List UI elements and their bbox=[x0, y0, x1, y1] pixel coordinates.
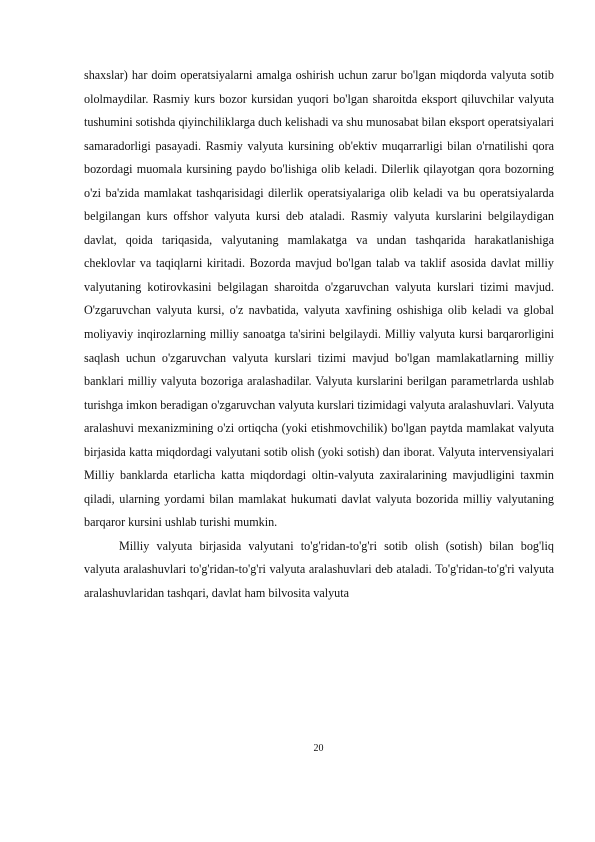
paragraph-1: shaxslar) har doim operatsiyalarni amalga oshirish uchun zarur bo'lgan miqdorda valyuta sotib ololmaydilar. Rasmiy kurs bozor kursidan yuqori bo'lgan sharoitda eksport qiluvchilar valyuta tushumini sotishda qiyinchiliklarga duch kelishadi va shu munosabat bilan eksport operatsiyalari samaradorligi pasayadi. Rasmiy valyuta kursining ob'ektiv muqarrarligi bilan o'rnatilishi qora bozordagi muomala kursining paydo bo'lishiga olib keladi. Dilerlik qilayotgan qora bozorning o'zi ba'zida mamlakat tashqarisidagi dilerlik operatsiyalariga olib keladi va bu operatsiyalarda belgilangan kurs offshor valyuta kursi deb ataladi. Rasmiy valyuta kurslarini belgilaydigan davlat, qoida tariqasida, valyutaning mamlakatga va undan tashqarida harakatlanishiga cheklovlar va taqiqlarni kiritadi. Bozorda mavjud bo'lgan talab va taklif asosida davlat milliy valyutaning kotirovkasini belgilagan sharoitda o'zgaruvchan valyuta kurslari tizimi mavjud. O'zgaruvchan valyuta kursi, o'z navbatida, valyuta xavfining oshishiga olib keladi va global moliyaviy inqirozlarning milliy sanoatga ta'sirini belgilaydi. Milliy valyuta kursi barqarorligini saqlash uchun o'zgaruvchan valyuta kurslari tizimi mavjud bo'lgan mamlakatlarning milliy banklari milliy valyuta bozoriga aralashadilar. Valyuta kurslarini berilgan parametrlarda ushlab turishga imkon beradigan o'zgaruvchan valyuta kurslari tizimidagi valyuta aralashuvlari. Valyuta aralashuvi mexanizmining o'zi ortiqcha (yoki etishmovchilik) bo'lgan paytda mamlakat valyuta birjasida katta miqdordagi valyutani sotib olish (yoki sotish) dan iborat. Valyuta intervensiyalari Milliy banklarda etarlicha katta miqdordagi oltin-valyuta zaxiralarining mavjudligini taxmin qiladi, ularning yordami bilan mamlakat hukumati davlat valyuta bozorida milliy valyutaning barqaror kursini ushlab turishi mumkin. bbox=[84, 68, 554, 530]
paragraph-2: Milliy valyuta birjasida valyutani to'g'ridan-to'g'ri sotib olish (sotish) bilan bog'liq valyuta aralashuvlari to'g'ridan-to'g'ri valyuta aralashuvlari deb ataladi. To'g'ridan-to'g'ri valyuta aralashuvlaridan tashqari, davlat ham bilvosita valyuta bbox=[84, 538, 554, 601]
body-text bbox=[84, 64, 554, 606]
page-number: 20 bbox=[313, 743, 324, 754]
